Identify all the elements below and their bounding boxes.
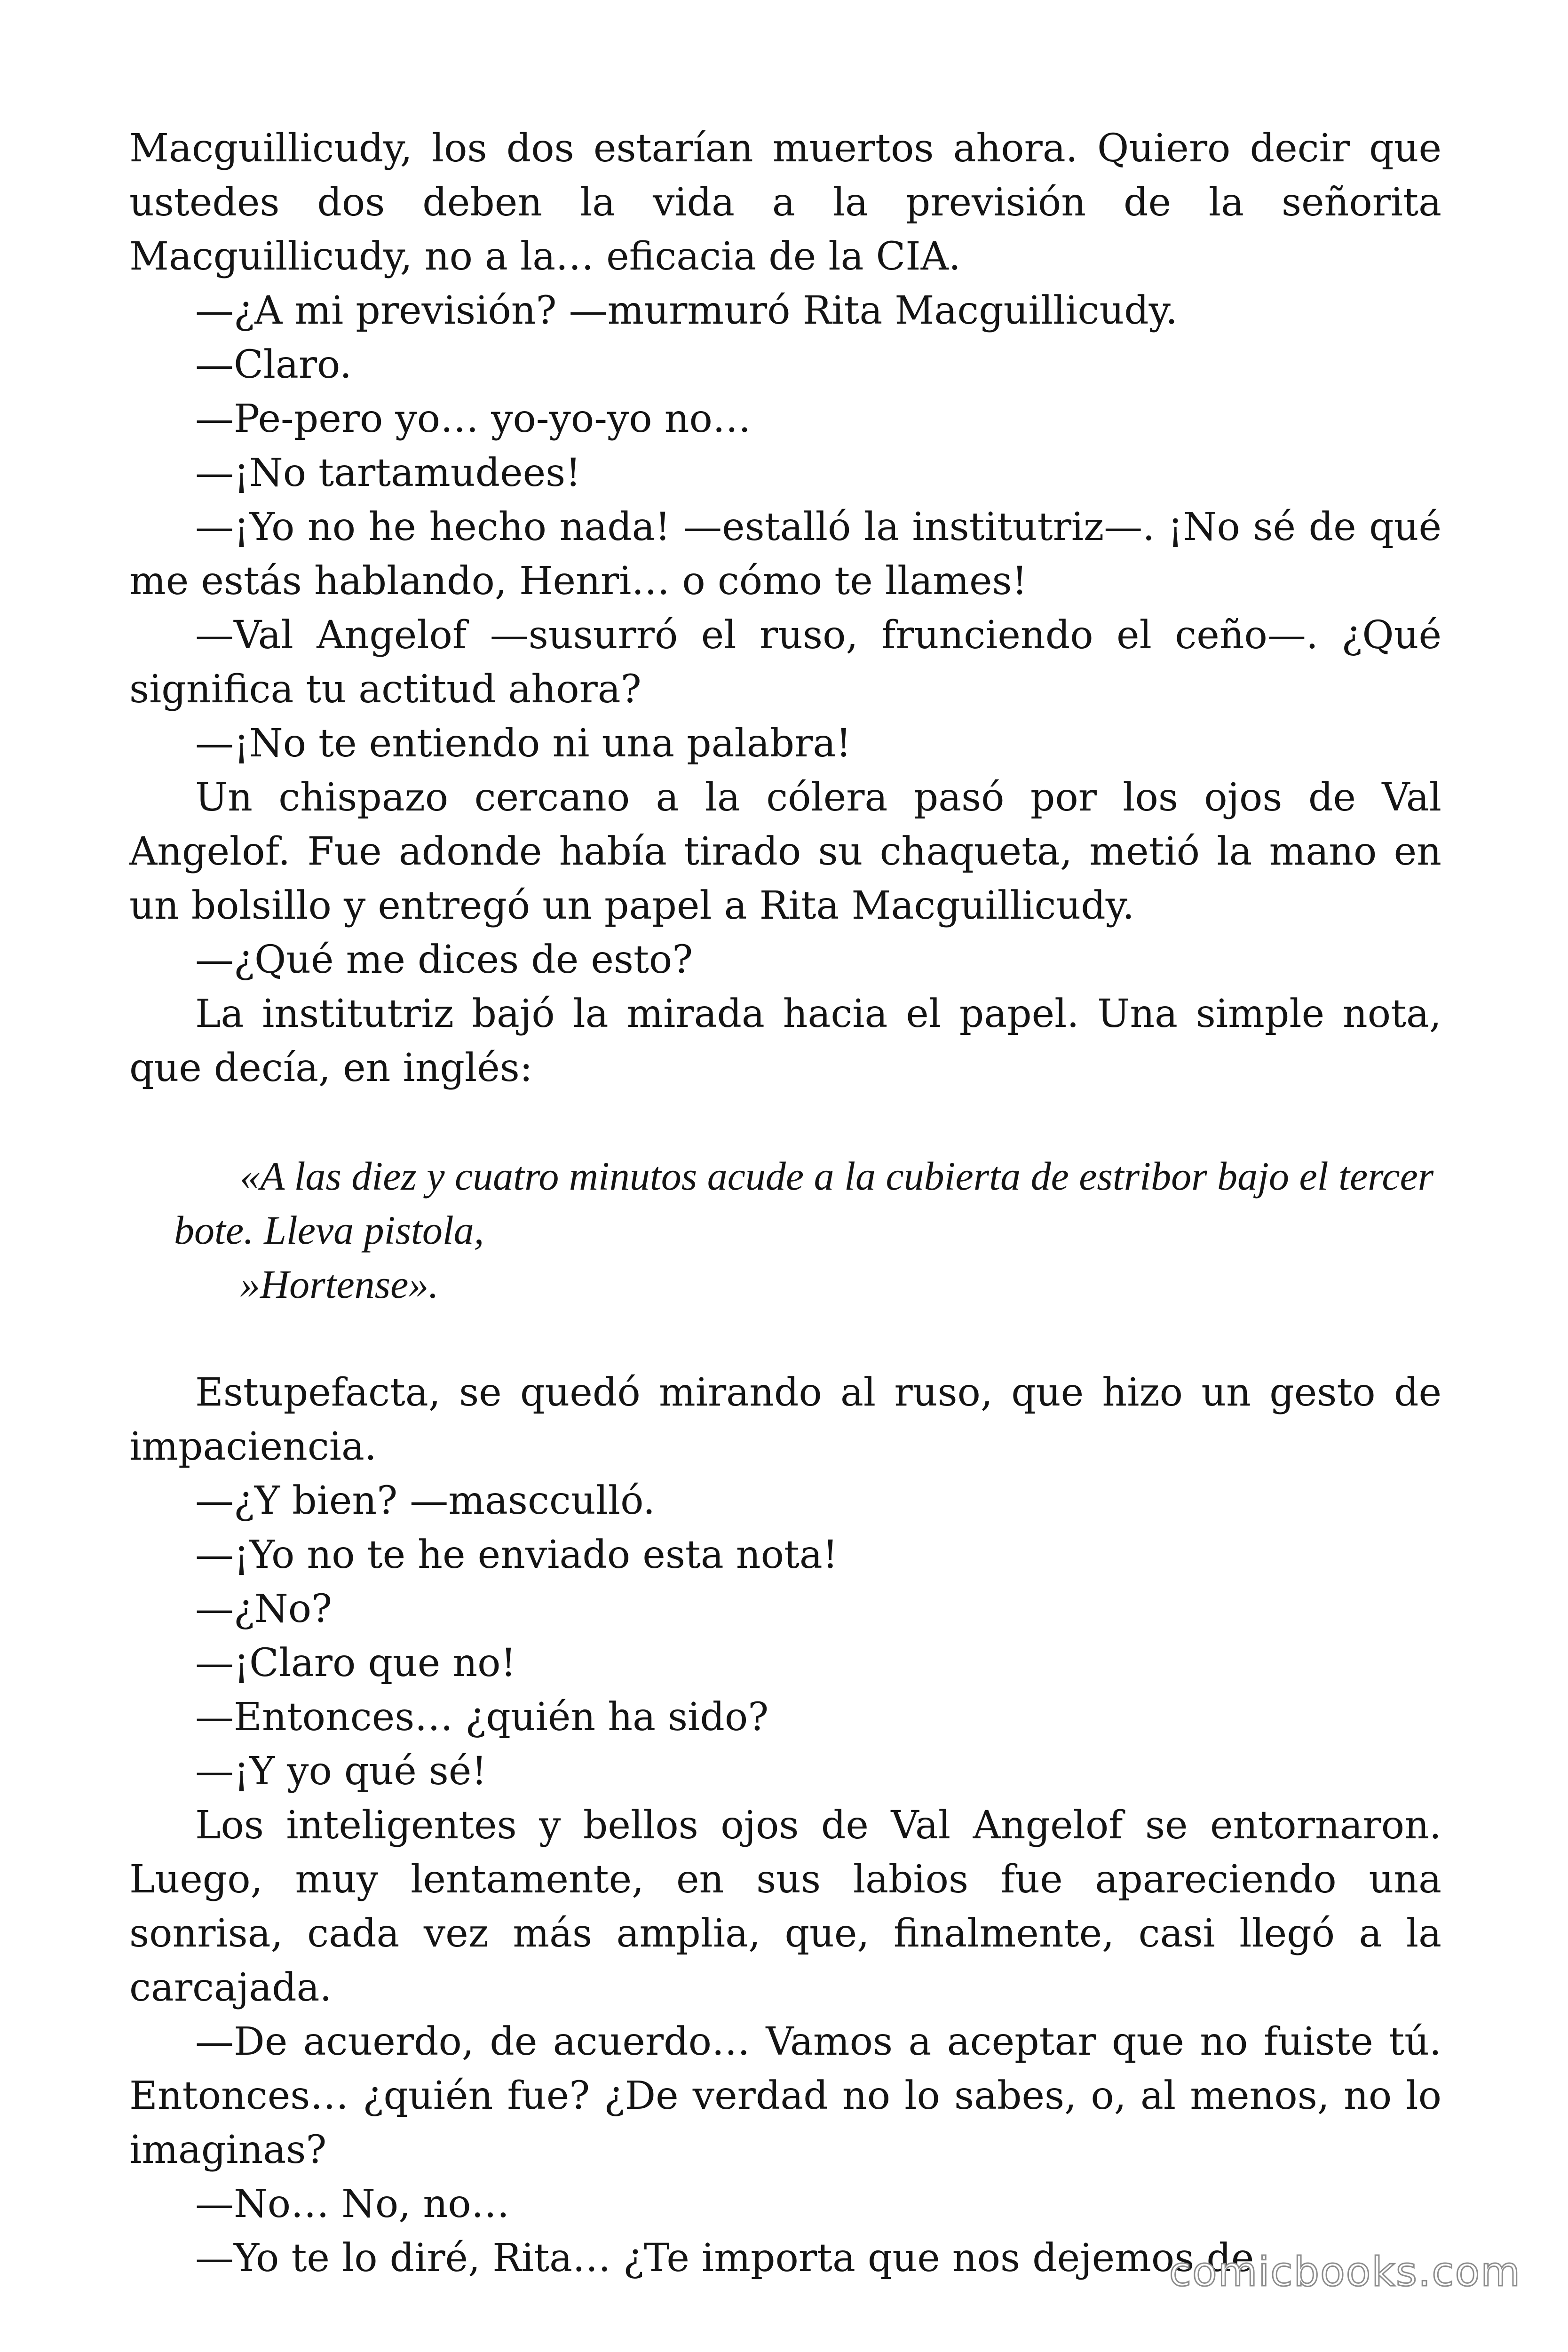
- dialogue-line: —De acuerdo, de acuerdo… Vamos a aceptar que no fuiste tú. Entonces… ¿quién fue? ¿De verdad no lo sabes, o, al menos, no lo imaginas?: [129, 2019, 1441, 2172]
- paragraph: La institutriz bajó la mirada hacia el papel. Una simple nota, que decía, en inglés:: [129, 992, 1441, 1090]
- dialogue-line: —¡Yo no he hecho nada! —estalló la institutriz—. ¡No sé de qué me estás hablando, Henri… o cómo te llames!: [129, 505, 1441, 604]
- paragraph: Macguillicudy, los dos estarían muertos ahora. Quiero decir que ustedes dos deben la vida a la previsión de la señorita Macguillicudy, no a la… eficacia de la CIA.: [129, 126, 1441, 279]
- paragraph: Estupefacta, se quedó mirando al ruso, que hizo un gesto de impaciencia.: [129, 1370, 1441, 1469]
- dialogue-line: —¡Claro que no!: [195, 1641, 516, 1685]
- dialogue-line: —¿No?: [195, 1587, 333, 1631]
- dialogue-line: —¿Qué me dices de esto?: [195, 938, 693, 982]
- dialogue-line: —Claro.: [195, 342, 352, 387]
- paragraph: Un chispazo cercano a la cólera pasó por los ojos de Val Angelof. Fue adonde había tirado su chaqueta, metió la mano en un bolsillo y entregó un papel a Rita Macguillicudy.: [129, 775, 1441, 928]
- quote-signature: »Hortense».: [240, 1262, 439, 1307]
- dialogue-line: —¡Y yo qué sé!: [195, 1749, 487, 1794]
- dialogue-line: —Entonces… ¿quién ha sido?: [195, 1695, 769, 1740]
- quote-line: «A las diez y cuatro minutos acude a la cubierta de estribor bajo el tercer bote. Lleva pistola,: [174, 1153, 1434, 1253]
- dialogue-line: —¿A mi previsión? —murmuró Rita Macguillicudy.: [195, 288, 1178, 333]
- dialogue-line: —¿Y bien? —mascculló.: [195, 1478, 656, 1523]
- dialogue-line: —Val Angelof —susurró el ruso, frunciendo el ceño—. ¿Qué significa tu actitud ahora?: [129, 613, 1441, 712]
- dialogue-line: —Yo te lo diré, Rita… ¿Te importa que nos dejemos de: [195, 2236, 1254, 2280]
- dialogue-line: —¡No tartamudees!: [195, 451, 581, 495]
- paragraph: Los inteligentes y bellos ojos de Val Angelof se entornaron. Luego, muy lentamente, en sus labios fue apareciendo una sonrisa, cada vez más amplia, que, finalmente, casi llegó a la carcajada.: [129, 1803, 1441, 2010]
- dialogue-line: —Pe-pero yo… yo-yo-yo no…: [195, 397, 751, 441]
- body-text: [129, 121, 1441, 2285]
- dialogue-line: —No… No, no…: [195, 2182, 510, 2226]
- dialogue-line: —¡Yo no te he enviado esta nota!: [195, 1533, 838, 1577]
- watermark: comicbooks.com: [1169, 2249, 1521, 2296]
- note-quote: [174, 1149, 1441, 1311]
- dialogue-line: —¡No te entiendo ni una palabra!: [195, 721, 852, 766]
